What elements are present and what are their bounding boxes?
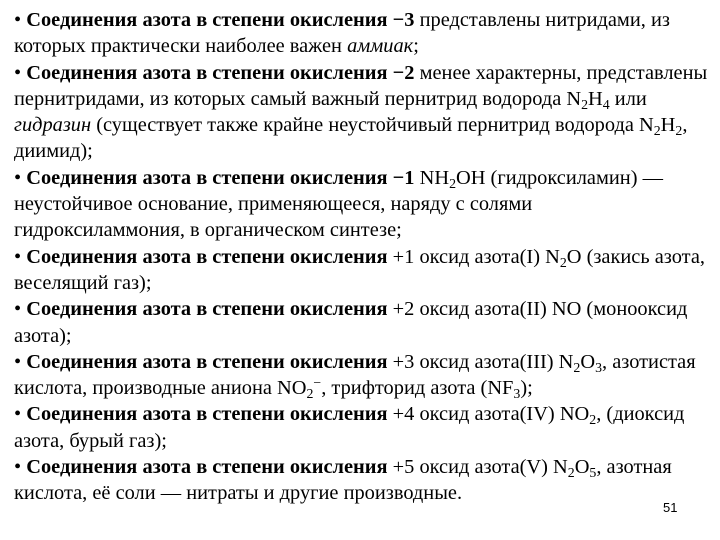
subscript: 2 xyxy=(449,176,456,192)
item-lead: Соединения азота в степени окисления xyxy=(26,245,388,268)
item-lead: Соединения азота в степени окисления −1 xyxy=(26,166,415,189)
subscript: 2 xyxy=(589,413,597,429)
item-term: аммиак xyxy=(347,35,414,58)
item-lead: Соединения азота в степени окисления −3 xyxy=(26,9,415,31)
bullet-icon: • xyxy=(14,245,27,268)
item-lead: Соединения азота в степени окисления xyxy=(26,350,388,373)
item-text: менее характерны, представлены пернитридами, из которых самый важный пернитрид водорода N xyxy=(14,61,708,110)
item-text: H xyxy=(660,114,676,137)
item-text: O xyxy=(574,456,590,479)
subscript: 5 xyxy=(589,465,597,481)
item-text: OH (гидроксиламин) — неустойчивое основание, применяющееся, наряду с солями гидроксиламмония, в органическом синтезе; xyxy=(14,166,663,242)
subscript: 3 xyxy=(513,387,521,403)
subscript: 2 xyxy=(559,255,567,271)
subscript: 2 xyxy=(567,465,575,481)
item-text: или xyxy=(609,87,647,110)
list-item xyxy=(14,401,708,454)
item-lead: Соединения азота в степени окисления −2 xyxy=(26,61,415,84)
bullet-icon: • xyxy=(14,350,27,373)
bullet-icon: • xyxy=(14,61,27,84)
list-item xyxy=(14,454,708,507)
subscript: 2 xyxy=(653,124,661,140)
list-item xyxy=(14,349,708,402)
item-text: O xyxy=(580,350,596,373)
item-text: +2 оксид азота(II) NO (монооксид азота); xyxy=(14,298,688,347)
item-text: O (закись азота, веселящий газ); xyxy=(14,245,705,294)
item-text: +1 оксид азота(I) N xyxy=(387,245,560,268)
bullet-icon: • xyxy=(14,456,27,479)
item-text: , азотная кислота, её соли — нитраты и другие производные. xyxy=(14,456,672,505)
item-text: +3 оксид азота(III) N xyxy=(387,350,574,373)
item-text: H xyxy=(588,87,603,110)
item-text: (существует также крайне неустойчивый пернитрид водорода N xyxy=(91,114,654,137)
bullet-icon: • xyxy=(14,9,27,31)
bullet-icon: • xyxy=(14,298,27,321)
bullet-icon: • xyxy=(14,403,27,426)
list-item xyxy=(14,7,708,60)
list-item xyxy=(14,60,708,165)
item-lead: Соединения азота в степени окисления xyxy=(26,298,388,321)
bullet-list xyxy=(14,7,708,507)
bullet-icon: • xyxy=(14,166,27,189)
subscript: 2 xyxy=(581,97,589,113)
subscript: 2 xyxy=(306,387,314,403)
item-text: +5 оксид азота(V) N xyxy=(387,456,568,479)
subscript: 2 xyxy=(675,124,683,140)
item-term: гидразин xyxy=(14,114,92,137)
item-text: ; xyxy=(413,35,419,58)
list-item xyxy=(14,244,708,297)
item-lead: Соединения азота в степени окисления xyxy=(26,403,388,426)
item-text: , азотистая кислота, производные аниона NO xyxy=(14,350,696,400)
subscript: 2 xyxy=(573,360,581,376)
item-text: ); xyxy=(520,377,533,400)
item-text: представлены нитридами, из которых практически наиболее важен xyxy=(14,9,670,58)
list-item xyxy=(14,165,708,244)
item-text: , (диоксид азота, бурый газ); xyxy=(14,403,685,452)
item-text: , трифторид азота (NF xyxy=(321,377,514,400)
page-number: 51 xyxy=(663,500,678,515)
list-item xyxy=(14,296,708,349)
superscript: − xyxy=(313,376,322,392)
item-text: +4 оксид азота(IV) NO xyxy=(387,403,590,426)
item-lead: Соединения азота в степени окисления xyxy=(26,456,388,479)
item-text: , диимид); xyxy=(14,114,688,163)
item-text: NH xyxy=(414,166,450,189)
subscript: 4 xyxy=(602,97,610,113)
subscript: 3 xyxy=(595,360,603,376)
